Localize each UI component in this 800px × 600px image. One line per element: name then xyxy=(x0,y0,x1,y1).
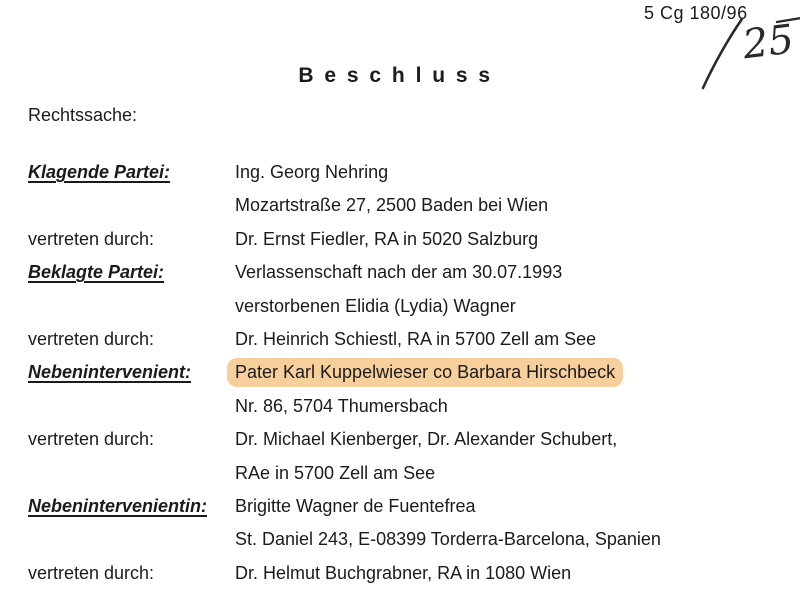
case-number: 5 Cg 180/96 xyxy=(644,3,748,23)
party-label: Beklagte Partei: xyxy=(28,262,165,283)
party-line: Brigitte Wagner de Fuentefrea xyxy=(235,496,476,517)
party-row-klagende xyxy=(28,156,780,223)
representative-label: vertreten durch: xyxy=(28,329,155,350)
representative-line: Dr. Michael Kienberger, Dr. Alexander Schubert, xyxy=(235,429,618,450)
party-row-nebenintervenientin xyxy=(28,490,780,557)
handwritten-number: 25 xyxy=(740,16,797,69)
case-matter-label: Rechtssache: xyxy=(28,105,138,125)
representative-label: vertreten durch: xyxy=(28,228,155,249)
representative-line: Dr. Ernst Fiedler, RA in 5020 Salzburg xyxy=(235,228,539,249)
parties-table xyxy=(28,156,780,590)
party-line: Nr. 86, 5704 Thumersbach xyxy=(235,395,448,416)
representative-row xyxy=(28,423,780,490)
representative-line: Dr. Heinrich Schiestl, RA in 5700 Zell am See xyxy=(235,329,597,350)
party-label: Nebenintervenientin: xyxy=(28,496,208,517)
representative-line: Dr. Helmut Buchgrabner, RA in 1080 Wien xyxy=(235,562,572,583)
party-line xyxy=(235,356,780,389)
document-title: B e s c h l u s s xyxy=(298,64,492,87)
highlighted-text: Pater Karl Kuppelwieser co Barbara Hirschbeck xyxy=(227,358,623,387)
party-line: verstorbenen Elidia (Lydia) Wagner xyxy=(235,295,516,316)
party-row-beklagte xyxy=(28,256,780,323)
party-label: Nebenintervenient: xyxy=(28,362,192,383)
party-line: Verlassenschaft nach der am 30.07.1993 xyxy=(235,262,563,283)
party-line: Mozartstraße 27, 2500 Baden bei Wien xyxy=(235,195,549,216)
party-label: Klagende Partei: xyxy=(28,162,171,182)
representative-label: vertreten durch: xyxy=(28,562,155,583)
party-row-nebenintervenient xyxy=(28,356,780,423)
representative-row xyxy=(28,557,780,590)
representative-row xyxy=(28,223,780,256)
representative-row xyxy=(28,323,780,356)
party-line: Ing. Georg Nehring xyxy=(235,162,389,182)
party-line: St. Daniel 243, E-08399 Torderra-Barcelona, Spanien xyxy=(235,529,661,550)
representative-line: RAe in 5700 Zell am See xyxy=(235,462,436,483)
representative-label: vertreten durch: xyxy=(28,429,155,450)
